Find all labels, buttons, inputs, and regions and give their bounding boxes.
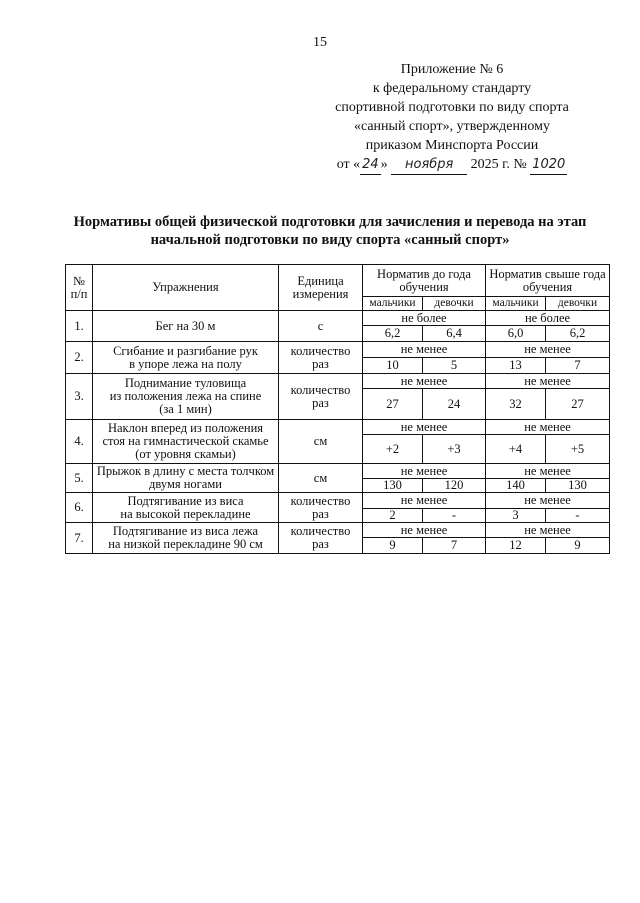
value-girls-first-year: 5 xyxy=(423,358,486,374)
value-boys-over-year: +4 xyxy=(486,435,546,464)
header-boys-1: мальчики xyxy=(363,297,423,311)
table-row xyxy=(66,342,610,358)
exercise-name xyxy=(93,311,279,342)
header-group-over-year: Норматив свыше года обучения xyxy=(486,265,610,297)
value-girls-over-year: 7 xyxy=(546,358,610,374)
unit: количество раз xyxy=(279,523,363,554)
value-boys-over-year: 32 xyxy=(486,389,546,420)
row-number: 1. xyxy=(66,311,93,342)
title-line-2: начальной подготовки по виду спорта «санный спорт» xyxy=(150,232,510,248)
document-title xyxy=(60,213,600,249)
header-boys-2: мальчики xyxy=(486,297,546,311)
exercise-name xyxy=(93,464,279,493)
exercise-line: стоя на гимнастической скамье xyxy=(102,434,269,448)
order-day: 24 xyxy=(360,155,381,175)
header-girls-1: девочки xyxy=(423,297,486,311)
header-girls-2: девочки xyxy=(546,297,610,311)
value-boys-first-year: 9 xyxy=(363,538,423,554)
condition-over-year: не менее xyxy=(486,420,610,435)
table-row xyxy=(66,464,610,479)
order-year: 2025 г. № xyxy=(470,157,527,172)
unit: количество раз xyxy=(279,493,363,523)
value-boys-over-year: 140 xyxy=(486,479,546,493)
row-number: 3. xyxy=(66,374,93,420)
exercise-name xyxy=(93,342,279,374)
exercise-name xyxy=(93,523,279,554)
value-girls-first-year: - xyxy=(423,509,486,523)
norms-table-body xyxy=(66,311,610,554)
value-girls-over-year: 6,2 xyxy=(546,326,610,342)
row-number: 5. xyxy=(66,464,93,493)
condition-first-year: не менее xyxy=(363,420,486,435)
value-girls-first-year: 7 xyxy=(423,538,486,554)
condition-first-year: не менее xyxy=(363,342,486,358)
exercise-line: на низкой перекладине 90 см xyxy=(108,537,263,551)
condition-first-year: не менее xyxy=(363,493,486,509)
condition-first-year: не менее xyxy=(363,464,486,479)
exercise-line: Бег на 30 м xyxy=(155,318,216,333)
exercise-line: Прыжок в длину с места толчком xyxy=(96,464,275,478)
exercise-line: из положения лежа на спине xyxy=(109,389,262,403)
order-month: ноября xyxy=(391,155,467,175)
value-girls-over-year: - xyxy=(546,509,610,523)
title-line-1: Нормативы общей физической подготовки для зачисления и перевода на этап xyxy=(73,214,587,230)
row-number: 4. xyxy=(66,420,93,464)
appendix-line-2: к федеральному стандарту xyxy=(372,81,532,96)
exercise-line: в упоре лежа на полу xyxy=(129,356,242,371)
value-girls-first-year: 6,4 xyxy=(423,326,486,342)
value-girls-first-year: 24 xyxy=(423,389,486,420)
value-boys-first-year: 27 xyxy=(363,389,423,420)
header-group-first-year: Норматив до года обучения xyxy=(363,265,486,297)
condition-first-year: не более xyxy=(363,311,486,326)
condition-over-year: не менее xyxy=(486,374,610,389)
exercise-line: Подтягивание из виса лежа xyxy=(112,524,259,538)
row-number: 7. xyxy=(66,523,93,554)
row-number: 6. xyxy=(66,493,93,523)
condition-over-year: не более xyxy=(486,311,610,326)
exercise-name xyxy=(93,420,279,464)
exercise-line: Подтягивание из виса xyxy=(127,493,244,508)
table-row xyxy=(66,493,610,509)
value-girls-first-year: 120 xyxy=(423,479,486,493)
value-boys-over-year: 12 xyxy=(486,538,546,554)
header-unit: Единица измерения xyxy=(279,265,363,311)
page-number: 15 xyxy=(313,35,327,50)
appendix-line-4: «санный спорт», утвержденному xyxy=(353,119,551,134)
table-row xyxy=(66,311,610,326)
value-boys-first-year: 2 xyxy=(363,509,423,523)
value-girls-first-year: +3 xyxy=(423,435,486,464)
value-boys-first-year: 6,2 xyxy=(363,326,423,342)
table-row xyxy=(66,523,610,538)
value-girls-over-year: 27 xyxy=(546,389,610,420)
exercise-name xyxy=(93,374,279,420)
unit: с xyxy=(279,311,363,342)
value-girls-over-year: 9 xyxy=(546,538,610,554)
exercise-name xyxy=(93,493,279,523)
order-from: от « xyxy=(336,157,361,172)
exercise-line: (от уровня скамьи) xyxy=(135,447,236,461)
header-num: № п/п xyxy=(66,265,93,311)
appendix-line-5: приказом Минспорта России xyxy=(365,138,539,153)
unit: см xyxy=(279,420,363,464)
exercise-line: Поднимание туловища xyxy=(124,376,247,390)
unit: см xyxy=(279,464,363,493)
table-row xyxy=(66,420,610,435)
order-quote: » xyxy=(380,157,388,172)
exercise-line: Сгибание и разгибание рук xyxy=(113,343,258,358)
order-number: 1020 xyxy=(530,155,567,175)
condition-first-year: не менее xyxy=(363,523,486,538)
appendix-line-3: спортивной подготовки по виду спорта xyxy=(335,100,569,115)
value-girls-over-year: +5 xyxy=(546,435,610,464)
condition-over-year: не менее xyxy=(486,464,610,479)
condition-first-year: не менее xyxy=(363,374,486,389)
value-boys-over-year: 13 xyxy=(486,358,546,374)
exercise-line: (за 1 мин) xyxy=(159,402,212,416)
value-boys-first-year: 10 xyxy=(363,358,423,374)
table-row xyxy=(66,374,610,389)
order-date-line xyxy=(332,155,572,175)
norms-table xyxy=(65,264,610,554)
appendix-line-1: Приложение № 6 xyxy=(400,62,504,77)
exercise-line: двумя ногами xyxy=(149,477,222,491)
value-boys-over-year: 3 xyxy=(486,509,546,523)
condition-over-year: не менее xyxy=(486,523,610,538)
unit: количество раз xyxy=(279,374,363,420)
value-boys-first-year: 130 xyxy=(363,479,423,493)
condition-over-year: не менее xyxy=(486,342,610,358)
value-boys-first-year: +2 xyxy=(363,435,423,464)
condition-over-year: не менее xyxy=(486,493,610,509)
exercise-line: на высокой перекладине xyxy=(120,506,251,521)
value-boys-over-year: 6,0 xyxy=(486,326,546,342)
exercise-line: Наклон вперед из положения xyxy=(107,421,264,435)
unit: количество раз xyxy=(279,342,363,374)
value-girls-over-year: 130 xyxy=(546,479,610,493)
header-exercise: Упражнения xyxy=(93,265,279,311)
appendix-block xyxy=(332,60,572,175)
row-number: 2. xyxy=(66,342,93,374)
